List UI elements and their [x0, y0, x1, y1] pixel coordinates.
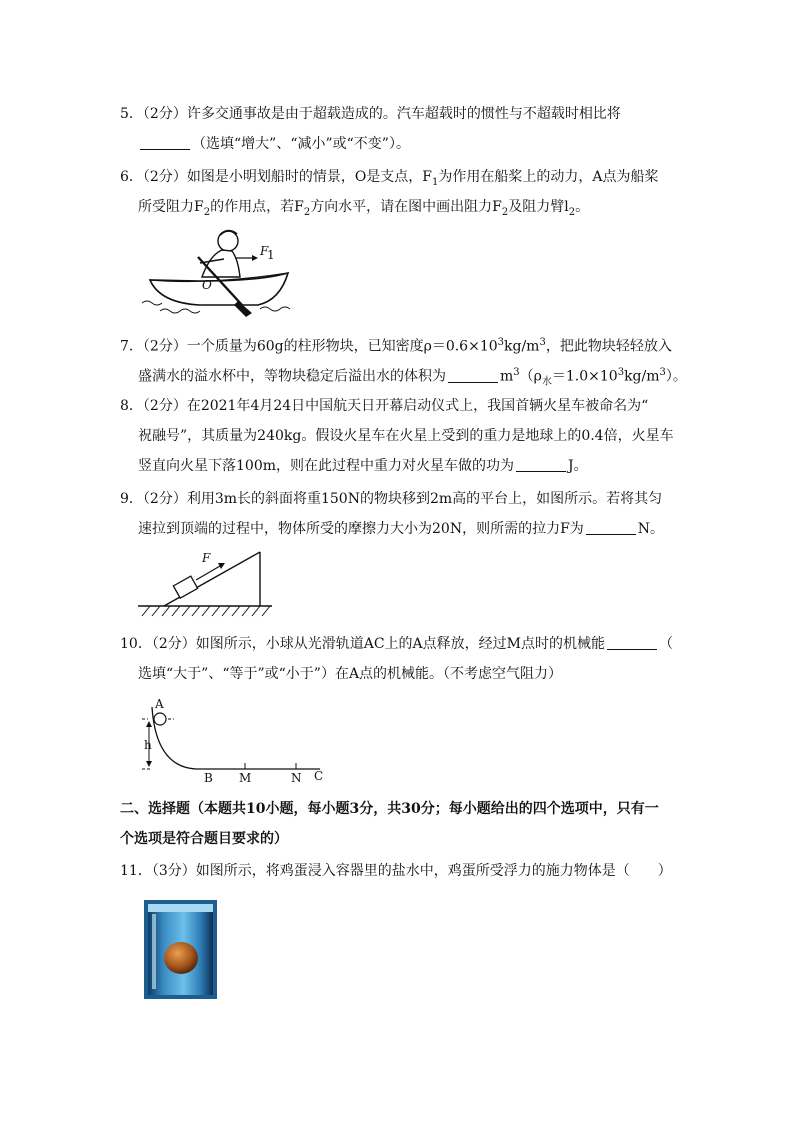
q5-line2 [138, 134, 410, 154]
point-c-label: C [314, 769, 324, 783]
force-f1-label: F [260, 244, 269, 258]
answer-blank [586, 520, 636, 535]
q9-line1: 9．（2分）利用3m长的斜面将重150N的物块移到2m高的平台上，如图所示。若将其匀 [120, 491, 663, 507]
q6-line1: 6．（2分）如图是小明划船时的情景，O是支点，$F_1$为作用在船桨上的动力，A点为船桨 [120, 169, 659, 188]
track-figure [138, 697, 333, 787]
answer-blank [607, 635, 657, 650]
q10-line2: 选填“大于”、“等于”或“小于”）在A点的机械能。（不考虑空气阻力） [138, 666, 563, 682]
incline-figure [138, 548, 278, 620]
answer-blank [516, 457, 566, 472]
force-f-label: F [202, 551, 211, 565]
pivot-o-label: O [202, 278, 212, 292]
answer-blank [140, 135, 190, 150]
height-h-label: h [144, 738, 152, 752]
rowing-boat-figure [140, 225, 300, 320]
point-n-label: N [291, 771, 302, 785]
q10-line1: 10．（2分）如图所示，小球从光滑轨道AC上的A点释放，经过M点时的机械能 （ [120, 636, 673, 652]
egg-beaker-photo [144, 900, 217, 999]
section2-heading-line2: 个选项是符合题目要求的） [120, 831, 288, 847]
answer-blank [448, 368, 498, 383]
force-f1-sub: 1 [267, 248, 275, 262]
q5-line2-text: （选填“增大”、“减小”或“不变”）。 [192, 136, 410, 152]
point-b-label: B [204, 771, 213, 785]
q7-line2: 盛满水的溢水杯中，等物块稳定后溢出水的体积为 $m^3(\rho_水=1.0\times 10^3kg/m^3)$。 [138, 367, 687, 388]
point-m-label: M [239, 771, 252, 785]
q5-line1: 5．（2分）许多交通事故是由于超载造成的。汽车超载时的惯性与不超载时相比将 [120, 106, 621, 122]
q7-line1: 7．（2分）一个质量为60g的柱形物块，已知密度$\rho=0.6\times 10^3kg/m^3$，把此物块轻轻放入 [120, 337, 672, 355]
q8-line1: 8．（2分）在2021年4月24日中国航天日开幕启动仪式上，我国首辆火星车被命名为“ [120, 398, 649, 414]
point-a-label: A [155, 697, 164, 711]
q11-line1: 11．（3分）如图所示，将鸡蛋浸入容器里的盐水中，鸡蛋所受浮力的施力物体是（ ） [120, 863, 672, 879]
q9-line2: 速拉到顶端的过程中，物体所受的摩擦力大小为20N，则所需的拉力F为 N。 [138, 521, 665, 537]
q6-line2: 所受阻力$F_2$的作用点，若$F_2$方向水平，请在图中画出阻力$F_2$及阻力臂$l_2$。 [138, 199, 590, 218]
q8-line3: 竖直向火星下落100m，则在此过程中重力对火星车做的功为 J。 [138, 458, 588, 474]
section2-heading-line1: 二、选择题（本题共10小题，每小题3分，共30分；每小题给出的四个选项中，只有一 [120, 801, 659, 817]
q8-line2: 祝融号”，其质量为240kg。假设火星车在火星上受到的重力是地球上的0.4倍，火星车 [138, 428, 674, 444]
